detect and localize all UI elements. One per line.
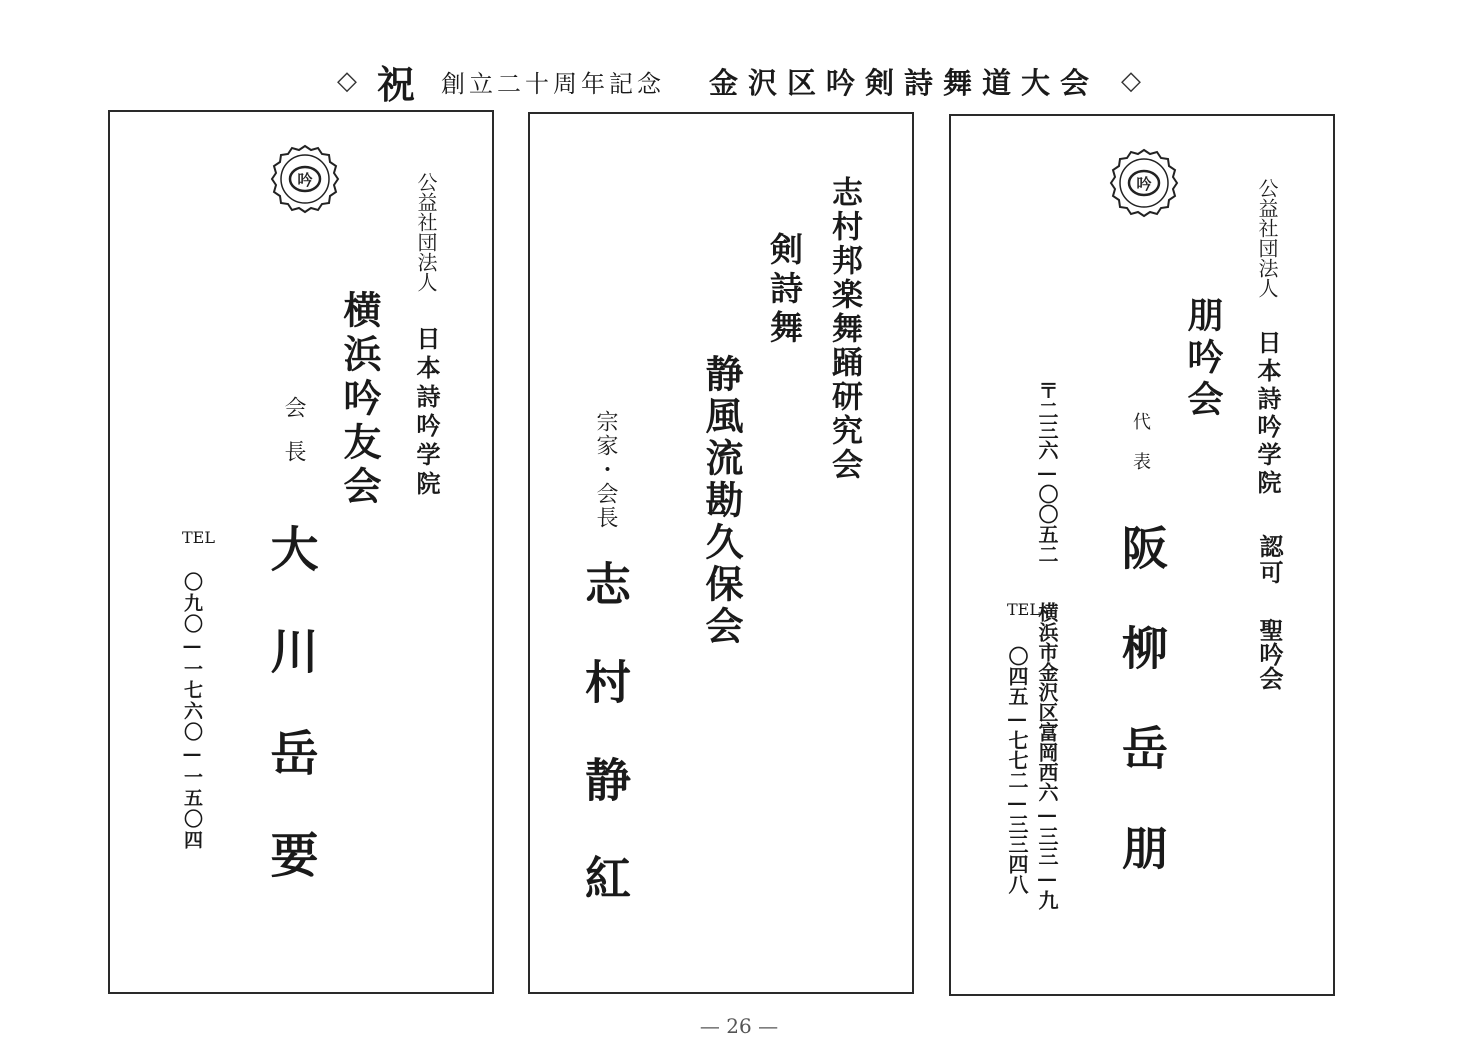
certifying-org: 聖吟会 [1255,618,1284,690]
person-name: 志村静紅 [578,560,632,952]
tel-number: 〇四五—七七二—三三四八 [1005,646,1029,894]
category-label: 剣詩舞 [765,232,804,349]
postal-code: 〒二三六—〇〇五二 [1035,380,1059,564]
congrats-character: 祝 [376,61,415,107]
page-number: — 26 — [699,1014,779,1038]
org-name: 志村邦楽舞踊研究会 [826,176,862,482]
tel-number: 〇九〇—一七六〇—一五〇四 [181,572,203,851]
diamond-right-icon: ◇ [1121,66,1142,96]
emblem-character: 吟 [1136,175,1152,193]
certification-label: 認可 [1255,534,1284,586]
anniversary-subtitle: 創立二十周年記念 [441,69,665,98]
diamond-left-icon: ◇ [336,66,357,96]
tel-label: TEL [182,528,215,547]
role-label: 代表 [1130,412,1151,492]
parent-org: 日本詩吟学院 [412,326,441,500]
emblem-character: 吟 [297,171,313,189]
event-title: 金沢区吟剣詩舞道大会 [709,65,1100,100]
org-name: 朋吟会 [1182,296,1224,422]
org-type: 公益社団法人 [1255,178,1279,298]
ad-card-shimura-hogaku [528,112,914,994]
ginei-emblem-icon [268,142,342,216]
ad-card-yokohama-ginyukai [108,110,494,994]
org-name: 横浜吟友会 [337,290,382,510]
org-type: 公益社団法人 [414,172,438,292]
person-name: 大川岳要 [262,524,318,932]
role-label: 会長 [281,396,306,484]
person-name: 阪柳岳朋 [1115,524,1169,924]
ad-card-hogin-kai [949,114,1335,996]
ginei-emblem-icon [1107,146,1181,220]
parent-org: 日本詩吟学院 [1253,330,1282,498]
tel-label: TEL [1007,600,1040,619]
address: 横浜市金沢区富岡西六—三三—九 [1035,602,1059,910]
page-header [0,56,1478,106]
school-name: 静風流勘久保会 [699,354,744,648]
role-label: 宗家・会長 [593,410,618,530]
